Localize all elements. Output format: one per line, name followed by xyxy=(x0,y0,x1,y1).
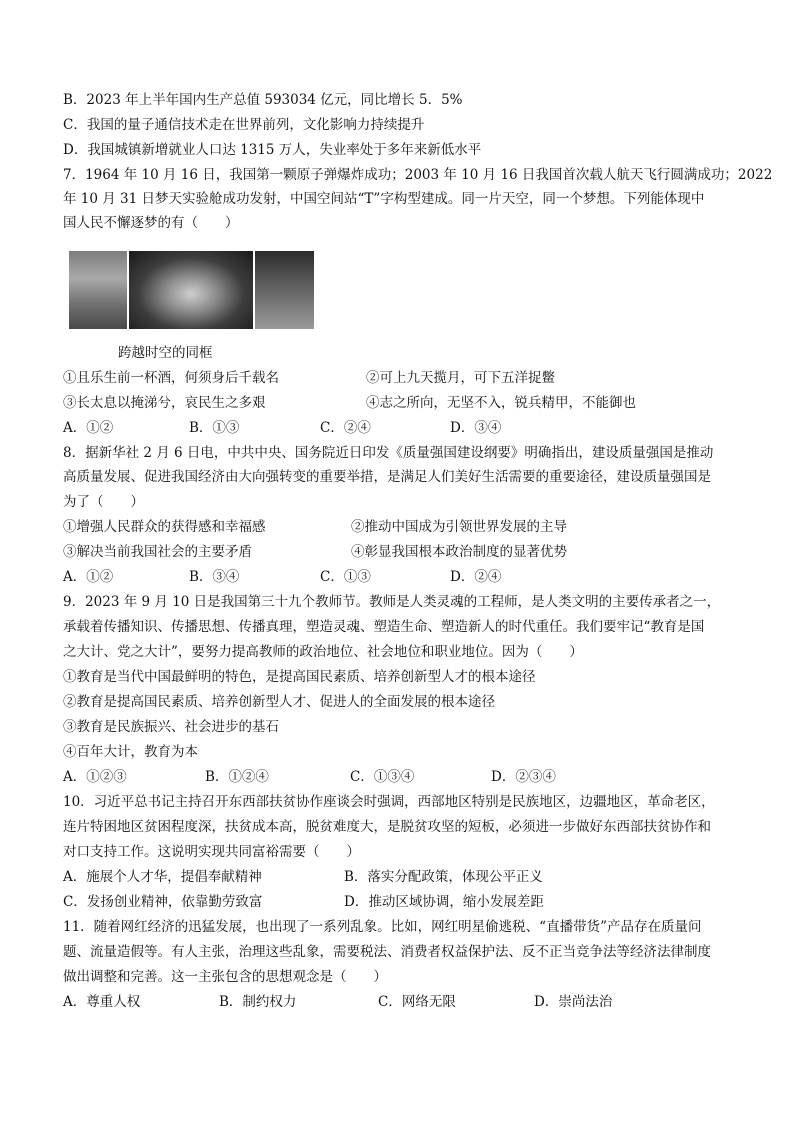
question-7-line: 年 10 月 31 日梦天实验舱成功发射，中国空间站“T”字构型建成。同一片天空，同一个梦想。下列能体现中 xyxy=(63,191,705,207)
statement-2: ②可上九天揽月，可下五洋捉鳖 xyxy=(366,370,555,386)
question-8-line: 为了（ ） xyxy=(63,494,144,510)
photo-strip xyxy=(69,251,314,329)
answer-option-d: D．③④ xyxy=(450,420,502,436)
statement-3: ③解决当前我国社会的主要矛盾 xyxy=(63,544,252,560)
statement-1: ①增强人民群众的获得感和幸福感 xyxy=(63,519,266,535)
text-line: B．2023 年上半年国内生产总值 593034 亿元，同比增长 5．5% xyxy=(63,92,463,108)
statement-4: ④彰显我国根本政治制度的显著优势 xyxy=(351,544,567,560)
answer-option-a: A．①② xyxy=(63,420,114,436)
answer-option-c: C．②④ xyxy=(320,420,371,436)
question-8-line: 高质量发展、促进我国经济由大向强转变的重要举措，是满足人们美好生活需要的重要途径，建设质量强国是 xyxy=(63,469,711,485)
answer-option-d: D．崇尚法治 xyxy=(534,994,613,1010)
statement-4: ④志之所向，无坚不入，锐兵精甲，不能御也 xyxy=(366,395,636,411)
statement-2: ②推动中国成为引领世界发展的主导 xyxy=(351,519,567,535)
atomic-bomb-photo xyxy=(69,251,127,329)
text-line: D．我国城镇新增就业人口达 1315 万人，失业率处于多年来新低水平 xyxy=(63,142,482,158)
answer-option-b: B．①③ xyxy=(189,420,240,436)
statement-1: ①且乐生前一杯酒，何须身后千载名 xyxy=(63,370,279,386)
statement-4: ④百年大计，教育为本 xyxy=(63,744,198,760)
statement-2: ②教育是提高国民素质、培养创新型人才、促进人的全面发展的根本途径 xyxy=(63,694,495,710)
answer-option-b: B．①②④ xyxy=(205,769,269,785)
answer-option-a: A．①②③ xyxy=(63,769,127,785)
rocket-launch-photo xyxy=(255,251,314,329)
question-10-line: 10．习近平总书记主持召开东西部扶贫协作座谈会时强调，西部地区特别是民族地区，边疆地区，革命老区， xyxy=(63,794,715,810)
question-7-line: 国人民不懈逐梦的有（ ） xyxy=(63,215,239,231)
question-9-line: 承载着传播知识、传播思想、传播真理，塑造灵魂、塑造生命、塑造新人的时代重任。我们要牢记“教育是国 xyxy=(63,619,705,635)
answer-option-a: A．尊重人权 xyxy=(63,994,141,1010)
question-8-line: 8．据新华社 2 月 6 日电，中共中央、国务院近日印发《质量强国建设纲要》明确指出，建设质量强国是推动 xyxy=(63,445,714,461)
question-9-line: 之大计、党之大计”，要努力提高教师的政治地位、社会地位和职业地位。因为（ ） xyxy=(63,644,583,660)
answer-option-c: C．①③ xyxy=(320,569,371,585)
answer-option-a: A．①② xyxy=(63,569,114,585)
answer-option-d: D．推动区域协调，缩小发展差距 xyxy=(344,894,544,910)
statement-3: ③教育是民族振兴、社会进步的基石 xyxy=(63,719,279,735)
photo-caption: 跨越时空的同框 xyxy=(118,345,213,361)
answer-option-c: C．①③④ xyxy=(350,769,415,785)
statement-1: ①教育是当代中国最鲜明的特色，是提高国民素质、培养创新型人才的根本途径 xyxy=(63,669,536,685)
question-11-line: 11．随着网红经济的迅猛发展，也出现了一系列乱象。比如，网红明星偷逃税、“直播带货”产品存在质量问 xyxy=(63,919,702,935)
statement-3: ③长太息以掩涕兮，哀民生之多艰 xyxy=(63,395,266,411)
answer-option-c: C．发扬创业精神，依靠勤劳致富 xyxy=(63,894,263,910)
question-11-line: 做出调整和完善。这一主张包含的思想观念是（ ） xyxy=(63,969,387,985)
answer-option-b: B．③④ xyxy=(189,569,240,585)
question-7-line: 7．1964 年 10 月 16 日，我国第一颗原子弹爆炸成功；2003 年 10 月 16 日我国首次载人航天飞行圆满成功；2022 xyxy=(63,167,773,183)
answer-option-b: B．落实分配政策，体现公平正义 xyxy=(344,869,543,885)
question-11-line: 题、流量造假等。有人主张，治理这些乱象，需要税法、消费者权益保护法、反不正当竞争法等经济法律制度 xyxy=(63,944,711,960)
answer-option-b: B．制约权力 xyxy=(219,994,297,1010)
answer-option-a: A．施展个人才华，提倡奉献精神 xyxy=(63,869,262,885)
answer-option-d: D．②④ xyxy=(450,569,502,585)
question-10-line: 对口支持工作。这说明实现共同富裕需要（ ） xyxy=(63,844,360,860)
answer-option-d: D．②③④ xyxy=(491,769,556,785)
answer-option-c: C．网络无限 xyxy=(378,994,456,1010)
question-9-line: 9．2023 年 9 月 10 日是我国第三十九个教师节。教师是人类灵魂的工程师，是人类文明的主要传承者之一， xyxy=(63,594,721,610)
question-10-line: 连片特困地区贫困程度深，扶贫成本高，脱贫难度大，是脱贫攻坚的短板，必须进一步做好东西部扶贫协作和 xyxy=(63,819,711,835)
astronauts-photo xyxy=(129,251,253,329)
text-line: C．我国的量子通信技术走在世界前列，文化影响力持续提升 xyxy=(63,117,425,133)
